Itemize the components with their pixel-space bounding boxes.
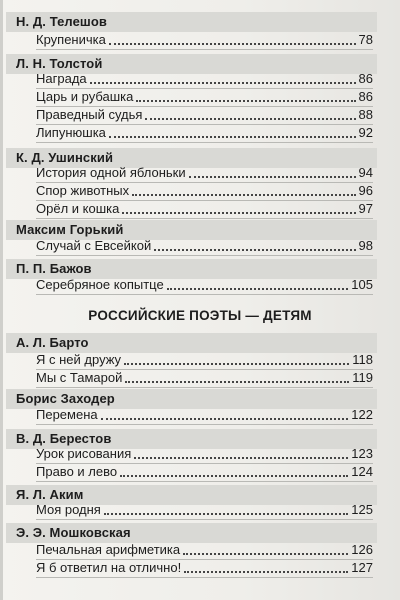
page-number: 86 [358,89,373,104]
author-header: Я. Л. Аким [6,485,377,505]
poem-title: Я с ней дружу [36,352,122,367]
poem-title: Урок рисования [36,446,132,461]
toc-entry[interactable] [36,164,373,183]
page-number: 88 [358,107,373,122]
toc-entry[interactable] [36,182,373,201]
toc-entry[interactable] [36,88,373,107]
poem-title: Мы с Тамарой [36,370,123,385]
toc-entry[interactable] [36,124,373,143]
page-number: 119 [352,370,373,385]
page-number: 105 [351,277,373,292]
page-number: 86 [358,71,373,86]
toc-entry[interactable] [36,406,373,425]
page-number: 122 [351,407,373,422]
author-header: К. Д. Ушинский [6,148,377,168]
leader-dots [120,475,348,477]
leader-dots [134,457,348,459]
leader-dots [109,136,356,138]
leader-dots [184,571,348,573]
page-number: 97 [358,201,373,216]
page-number: 124 [351,464,373,479]
leader-dots [122,212,355,214]
author-header: В. Д. Берестов [6,429,377,449]
leader-dots [167,288,349,290]
leader-dots [189,176,356,178]
author-header: П. П. Бажов [6,259,377,279]
story-title: Спор животных [36,183,130,198]
page-number: 126 [351,542,373,557]
poem-title: Право и лево [36,464,118,479]
story-title: Липунюшка [36,125,106,140]
toc-entry[interactable] [36,200,373,219]
page-number: 118 [352,352,373,367]
leader-dots [109,43,356,45]
page-number: 92 [358,125,373,140]
page-number: 123 [351,446,373,461]
leader-dots [145,118,355,120]
toc-entry[interactable] [36,501,373,520]
leader-dots [183,553,348,555]
toc-entry[interactable] [36,541,373,560]
page-number: 78 [358,32,373,47]
page-number: 98 [358,238,373,253]
leader-dots [125,381,349,383]
toc-entry[interactable] [36,106,373,125]
author-header: Борис Заходер [6,389,377,409]
author-header: Л. Н. Толстой [6,54,377,74]
story-title: Царь и рубашка [36,89,134,104]
story-title: История одной яблоньки [36,165,186,180]
author-header: Максим Горький [6,220,377,240]
leader-dots [154,249,355,251]
page-number: 127 [351,560,373,575]
poem-title: Перемена [36,407,98,422]
leader-dots [124,363,349,365]
toc-entry[interactable] [36,559,373,578]
page-number: 94 [358,165,373,180]
toc-entry[interactable] [36,70,373,89]
story-title: Случай с Евсейкой [36,238,152,253]
author-header: Э. Э. Мошковская [6,523,377,543]
leader-dots [136,100,355,102]
poem-title: Печальная арифметика [36,542,181,557]
author-header: Н. Д. Телешов [6,12,377,32]
poem-title: Моя родня [36,502,101,517]
leader-dots [104,513,348,515]
story-title: Праведный судья [36,107,143,122]
toc-entry[interactable] [36,237,373,256]
leader-dots [90,82,356,84]
toc-entry[interactable] [36,445,373,464]
story-title: Орёл и кошка [36,201,120,216]
leader-dots [101,418,349,420]
toc-entry[interactable] [36,369,373,388]
toc-entry[interactable] [36,463,373,482]
poem-title: Я б ответил на отлично! [36,560,182,575]
story-title: Крупеничка [36,32,106,47]
story-title: Серебряное копытце [36,277,164,292]
author-header: А. Л. Барто [6,333,377,353]
page-number: 96 [358,183,373,198]
toc-entry[interactable] [36,31,373,50]
toc-entry[interactable] [36,276,373,295]
page-number: 125 [351,502,373,517]
story-title: Награда [36,71,87,86]
toc-entry[interactable] [36,351,373,370]
section-heading: РОССИЙСКИЕ ПОЭТЫ — ДЕТЯМ [88,308,312,323]
leader-dots [132,194,355,196]
